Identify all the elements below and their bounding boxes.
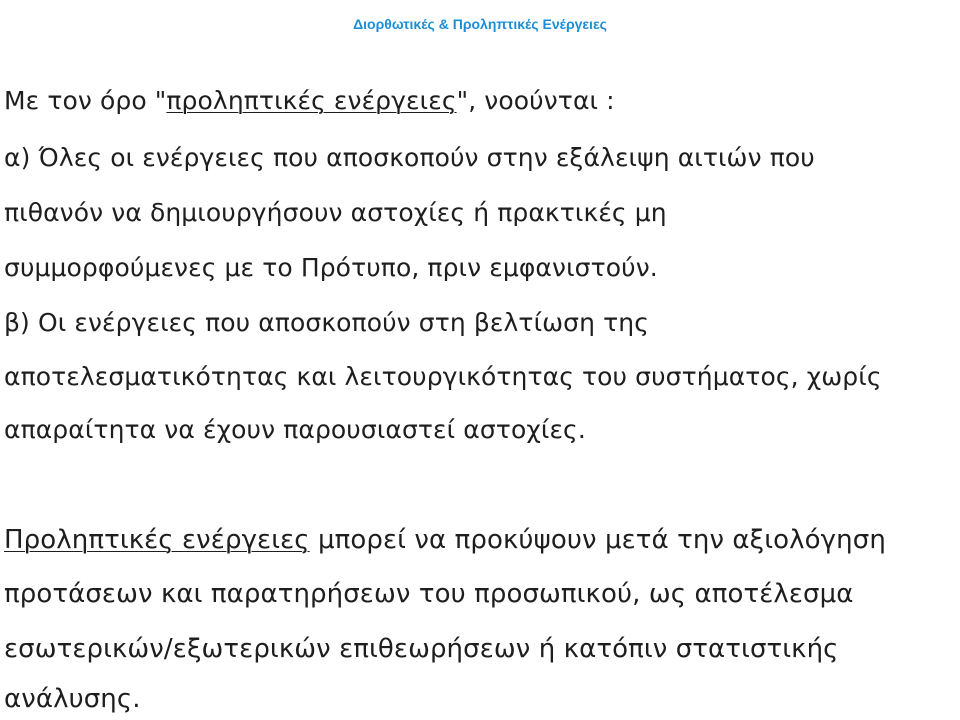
outcome-line-3: εσωτερικών/εξωτερικών επιθεωρήσεων ή κατόπιν στατιστικής	[4, 634, 839, 664]
outcome-line-4: ανάλυσης.	[4, 684, 141, 714]
item-b-line-2: αποτελεσματικότητας και λειτουργικότητας του συστήματος, χωρίς	[4, 362, 882, 391]
item-a-line-3: συμμορφούμενες με το Πρότυπο, πριν εμφανιστούν.	[4, 253, 658, 282]
preventive-actions-term: προληπτικές ενέργειες	[166, 86, 457, 115]
intro-suffix: ", νοούνται :	[456, 86, 615, 115]
slide-title: Διορθωτικές & Προληπτικές Ενέργειες	[353, 16, 607, 32]
preventive-actions-heading-term: Προληπτικές ενέργειες	[4, 525, 310, 555]
outcome-line-1-rest: μπορεί να προκύψουν μετά την αξιολόγηση	[309, 525, 886, 555]
intro-line	[4, 84, 615, 118]
intro-prefix: Με τον όρο "	[4, 86, 167, 115]
outcome-line-1	[4, 523, 886, 557]
item-a-line-1: α) Όλες οι ενέργειες που αποσκοπούν στην εξάλειψη αιτιών που	[4, 143, 815, 172]
outcome-line-2: προτάσεων και παρατηρήσεων του προσωπικού, ως αποτέλεσμα	[4, 579, 854, 609]
item-b-line-3: απαραίτητα να έχουν παρουσιαστεί αστοχίες.	[4, 415, 586, 444]
item-b-line-1: β) Οι ενέργειες που αποσκοπούν στη βελτίωση της	[4, 308, 649, 337]
item-a-line-2: πιθανόν να δημιουργήσουν αστοχίες ή πρακτικές μη	[4, 198, 667, 227]
